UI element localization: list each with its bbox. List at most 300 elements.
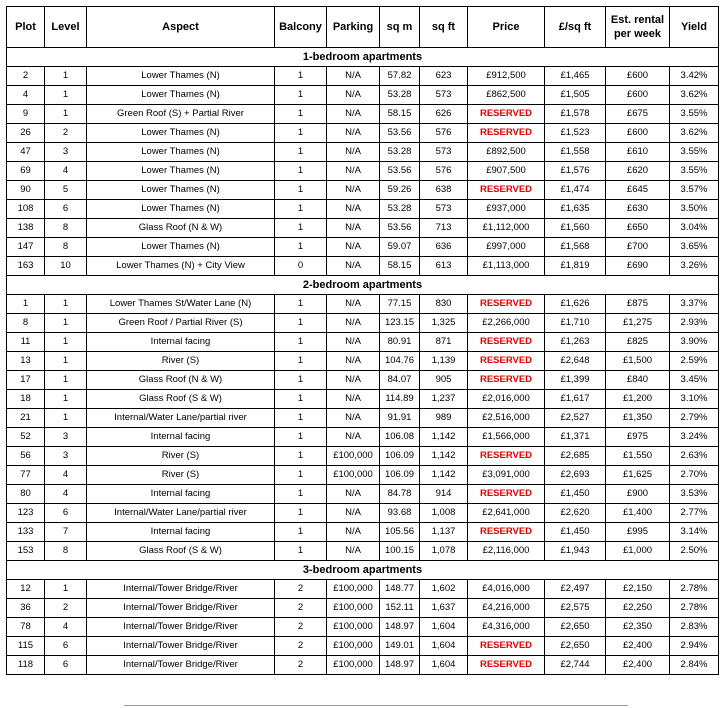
cell-price: RESERVED <box>468 333 545 352</box>
cell-price: £2,266,000 <box>468 314 545 333</box>
cell-balcony: 1 <box>275 447 327 466</box>
cell-parking: N/A <box>327 257 380 276</box>
cell-psf: £1,819 <box>545 257 606 276</box>
cell-price: RESERVED <box>468 523 545 542</box>
cell-sqm: 53.56 <box>380 219 420 238</box>
cell-plot: 4 <box>7 86 45 105</box>
cell-aspect: Glass Roof (S & W) <box>87 390 275 409</box>
cell-sqm: 53.28 <box>380 143 420 162</box>
cell-parking: N/A <box>327 181 380 200</box>
cell-level: 7 <box>45 523 87 542</box>
table-row <box>7 314 719 333</box>
cell-price: RESERVED <box>468 637 545 656</box>
cell-price: £2,016,000 <box>468 390 545 409</box>
cell-aspect: Lower Thames (N) <box>87 181 275 200</box>
cell-plot: 90 <box>7 181 45 200</box>
cell-level: 4 <box>45 466 87 485</box>
table-row <box>7 542 719 561</box>
cell-plot: 115 <box>7 637 45 656</box>
cell-balcony: 1 <box>275 485 327 504</box>
cell-plot: 2 <box>7 67 45 86</box>
cell-yield: 3.10% <box>670 390 719 409</box>
col-header-parking: Parking <box>327 7 380 48</box>
cell-sqm: 106.08 <box>380 428 420 447</box>
cell-aspect: Glass Roof (S & W) <box>87 542 275 561</box>
cell-aspect: Internal/Tower Bridge/River <box>87 656 275 675</box>
cell-plot: 17 <box>7 371 45 390</box>
cell-rental: £825 <box>606 333 670 352</box>
cell-psf: £1,399 <box>545 371 606 390</box>
table-body <box>7 48 719 675</box>
cell-sqm: 53.28 <box>380 86 420 105</box>
cell-rental: £700 <box>606 238 670 257</box>
cell-yield: 2.84% <box>670 656 719 675</box>
cell-rental: £2,400 <box>606 637 670 656</box>
cell-plot: 21 <box>7 409 45 428</box>
cell-sqm: 152.11 <box>380 599 420 618</box>
cell-sqm: 148.97 <box>380 618 420 637</box>
cell-aspect: Internal/Water Lane/partial river <box>87 409 275 428</box>
cell-level: 1 <box>45 352 87 371</box>
cell-parking: N/A <box>327 238 380 257</box>
cell-parking: £100,000 <box>327 580 380 599</box>
cell-plot: 138 <box>7 219 45 238</box>
cell-plot: 118 <box>7 656 45 675</box>
cell-parking: £100,000 <box>327 447 380 466</box>
cell-sqm: 80.91 <box>380 333 420 352</box>
cell-sqft: 613 <box>420 257 468 276</box>
cell-psf: £2,648 <box>545 352 606 371</box>
table-row <box>7 409 719 428</box>
cell-rental: £840 <box>606 371 670 390</box>
cell-psf: £2,620 <box>545 504 606 523</box>
cell-sqft: 576 <box>420 162 468 181</box>
cell-price: RESERVED <box>468 352 545 371</box>
cell-level: 1 <box>45 105 87 124</box>
col-header-sqm: sq m <box>380 7 420 48</box>
cell-parking: £100,000 <box>327 656 380 675</box>
cell-sqft: 1,604 <box>420 618 468 637</box>
cell-balcony: 2 <box>275 656 327 675</box>
cell-psf: £1,450 <box>545 485 606 504</box>
cell-balcony: 0 <box>275 257 327 276</box>
cell-psf: £1,576 <box>545 162 606 181</box>
section-title: 1-bedroom apartments <box>7 48 719 67</box>
col-header-plot: Plot <box>7 7 45 48</box>
cell-balcony: 2 <box>275 599 327 618</box>
cell-rental: £995 <box>606 523 670 542</box>
cell-sqft: 638 <box>420 181 468 200</box>
table-row <box>7 485 719 504</box>
cell-yield: 3.04% <box>670 219 719 238</box>
cell-balcony: 1 <box>275 238 327 257</box>
cell-level: 6 <box>45 656 87 675</box>
cell-rental: £1,400 <box>606 504 670 523</box>
table-row <box>7 105 719 124</box>
cell-rental: £620 <box>606 162 670 181</box>
section-header-row <box>7 561 719 580</box>
cell-plot: 77 <box>7 466 45 485</box>
table-row <box>7 238 719 257</box>
cell-rental: £690 <box>606 257 670 276</box>
cell-balcony: 2 <box>275 618 327 637</box>
cell-price: £912,500 <box>468 67 545 86</box>
cell-level: 1 <box>45 333 87 352</box>
cell-yield: 3.55% <box>670 105 719 124</box>
cell-parking: N/A <box>327 542 380 561</box>
cell-yield: 2.78% <box>670 599 719 618</box>
cell-parking: N/A <box>327 200 380 219</box>
cell-rental: £2,350 <box>606 618 670 637</box>
cell-yield: 2.94% <box>670 637 719 656</box>
cell-level: 6 <box>45 637 87 656</box>
cell-plot: 47 <box>7 143 45 162</box>
cell-plot: 78 <box>7 618 45 637</box>
cell-yield: 3.57% <box>670 181 719 200</box>
cell-sqm: 114.89 <box>380 390 420 409</box>
cell-plot: 153 <box>7 542 45 561</box>
cell-price: £3,091,000 <box>468 466 545 485</box>
col-header-aspect: Aspect <box>87 7 275 48</box>
cell-parking: N/A <box>327 295 380 314</box>
cell-sqm: 59.26 <box>380 181 420 200</box>
cell-parking: N/A <box>327 67 380 86</box>
cell-sqft: 573 <box>420 143 468 162</box>
cell-plot: 18 <box>7 390 45 409</box>
cell-level: 1 <box>45 67 87 86</box>
cell-rental: £1,500 <box>606 352 670 371</box>
cell-sqft: 989 <box>420 409 468 428</box>
cell-parking: N/A <box>327 390 380 409</box>
cell-level: 4 <box>45 485 87 504</box>
cell-sqm: 77.15 <box>380 295 420 314</box>
cell-balcony: 1 <box>275 124 327 143</box>
cell-balcony: 1 <box>275 409 327 428</box>
cell-level: 1 <box>45 409 87 428</box>
cell-yield: 3.42% <box>670 67 719 86</box>
cell-aspect: Lower Thames St/Water Lane (N) <box>87 295 275 314</box>
cell-psf: £2,650 <box>545 637 606 656</box>
cell-sqft: 905 <box>420 371 468 390</box>
cell-sqm: 53.56 <box>380 162 420 181</box>
cell-rental: £1,200 <box>606 390 670 409</box>
cell-aspect: Lower Thames (N) <box>87 143 275 162</box>
cell-sqft: 914 <box>420 485 468 504</box>
cell-sqft: 1,078 <box>420 542 468 561</box>
cell-yield: 3.55% <box>670 143 719 162</box>
table-row <box>7 656 719 675</box>
cell-level: 1 <box>45 86 87 105</box>
cell-aspect: River (S) <box>87 352 275 371</box>
cell-yield: 3.55% <box>670 162 719 181</box>
cell-yield: 3.24% <box>670 428 719 447</box>
cell-psf: £1,523 <box>545 124 606 143</box>
table-row <box>7 352 719 371</box>
cell-aspect: Internal/Tower Bridge/River <box>87 618 275 637</box>
section-header-row <box>7 276 719 295</box>
cell-balcony: 1 <box>275 200 327 219</box>
table-row <box>7 181 719 200</box>
cell-balcony: 1 <box>275 295 327 314</box>
cell-yield: 2.83% <box>670 618 719 637</box>
cell-level: 10 <box>45 257 87 276</box>
cell-sqm: 149.01 <box>380 637 420 656</box>
cell-aspect: River (S) <box>87 466 275 485</box>
cell-aspect: Green Roof / Partial River (S) <box>87 314 275 333</box>
cell-rental: £1,350 <box>606 409 670 428</box>
cell-aspect: Lower Thames (N) <box>87 86 275 105</box>
cell-plot: 147 <box>7 238 45 257</box>
cell-sqft: 1,604 <box>420 637 468 656</box>
table-row <box>7 390 719 409</box>
col-header-yield: Yield <box>670 7 719 48</box>
cell-psf: £2,497 <box>545 580 606 599</box>
cell-parking: N/A <box>327 86 380 105</box>
header-row <box>7 7 719 48</box>
cell-aspect: Internal facing <box>87 485 275 504</box>
section-title: 2-bedroom apartments <box>7 276 719 295</box>
cell-balcony: 1 <box>275 466 327 485</box>
cell-psf: £2,744 <box>545 656 606 675</box>
cell-plot: 80 <box>7 485 45 504</box>
cell-price: £1,113,000 <box>468 257 545 276</box>
cell-sqft: 1,142 <box>420 466 468 485</box>
cell-price: RESERVED <box>468 485 545 504</box>
cell-rental: £2,400 <box>606 656 670 675</box>
cell-level: 6 <box>45 504 87 523</box>
cell-parking: N/A <box>327 409 380 428</box>
cell-plot: 8 <box>7 314 45 333</box>
cell-parking: N/A <box>327 143 380 162</box>
table-row <box>7 504 719 523</box>
cell-price: RESERVED <box>468 295 545 314</box>
cell-price: £862,500 <box>468 86 545 105</box>
cell-sqm: 106.09 <box>380 466 420 485</box>
cell-price: RESERVED <box>468 371 545 390</box>
cell-rental: £645 <box>606 181 670 200</box>
cell-sqft: 1,142 <box>420 428 468 447</box>
cell-sqm: 58.15 <box>380 257 420 276</box>
cell-balcony: 1 <box>275 504 327 523</box>
cell-psf: £1,617 <box>545 390 606 409</box>
cell-psf: £2,527 <box>545 409 606 428</box>
cell-sqft: 1,008 <box>420 504 468 523</box>
cell-psf: £1,558 <box>545 143 606 162</box>
cell-sqm: 84.78 <box>380 485 420 504</box>
cell-psf: £2,575 <box>545 599 606 618</box>
cell-rental: £630 <box>606 200 670 219</box>
cell-yield: 2.79% <box>670 409 719 428</box>
table-row <box>7 124 719 143</box>
cell-aspect: Internal/Tower Bridge/River <box>87 580 275 599</box>
cell-parking: N/A <box>327 333 380 352</box>
cell-balcony: 1 <box>275 314 327 333</box>
cell-parking: N/A <box>327 371 380 390</box>
cell-price: RESERVED <box>468 656 545 675</box>
cell-yield: 3.37% <box>670 295 719 314</box>
cell-price: £1,566,000 <box>468 428 545 447</box>
cell-parking: £100,000 <box>327 599 380 618</box>
cell-rental: £1,625 <box>606 466 670 485</box>
cell-price: £892,500 <box>468 143 545 162</box>
cell-sqft: 1,137 <box>420 523 468 542</box>
cell-sqm: 59.07 <box>380 238 420 257</box>
cell-parking: £100,000 <box>327 637 380 656</box>
cell-parking: £100,000 <box>327 466 380 485</box>
table-row <box>7 428 719 447</box>
cell-price: RESERVED <box>468 124 545 143</box>
cell-sqft: 1,637 <box>420 599 468 618</box>
cell-yield: 3.50% <box>670 200 719 219</box>
cell-level: 8 <box>45 219 87 238</box>
cell-level: 3 <box>45 428 87 447</box>
cell-parking: N/A <box>327 105 380 124</box>
cell-parking: N/A <box>327 428 380 447</box>
cell-yield: 3.90% <box>670 333 719 352</box>
cell-level: 4 <box>45 618 87 637</box>
cell-sqft: 1,237 <box>420 390 468 409</box>
table-row <box>7 466 719 485</box>
cell-balcony: 1 <box>275 352 327 371</box>
cell-yield: 3.53% <box>670 485 719 504</box>
cell-yield: 3.45% <box>670 371 719 390</box>
cell-parking: N/A <box>327 352 380 371</box>
cell-price: RESERVED <box>468 447 545 466</box>
cell-aspect: Lower Thames (N) <box>87 238 275 257</box>
cell-sqft: 573 <box>420 200 468 219</box>
cell-level: 4 <box>45 162 87 181</box>
cell-parking: N/A <box>327 314 380 333</box>
cell-psf: £1,578 <box>545 105 606 124</box>
cell-aspect: Internal facing <box>87 333 275 352</box>
table-row <box>7 447 719 466</box>
cell-level: 1 <box>45 390 87 409</box>
cell-aspect: Glass Roof (N & W) <box>87 371 275 390</box>
cell-sqft: 1,142 <box>420 447 468 466</box>
cell-sqft: 1,139 <box>420 352 468 371</box>
cell-rental: £600 <box>606 124 670 143</box>
cell-balcony: 2 <box>275 637 327 656</box>
cell-parking: N/A <box>327 485 380 504</box>
cell-rental: £1,000 <box>606 542 670 561</box>
cell-yield: 2.77% <box>670 504 719 523</box>
cell-plot: 26 <box>7 124 45 143</box>
cell-yield: 3.62% <box>670 124 719 143</box>
cell-aspect: Lower Thames (N) + City View <box>87 257 275 276</box>
cell-level: 3 <box>45 447 87 466</box>
cell-price: £2,116,000 <box>468 542 545 561</box>
cell-level: 3 <box>45 143 87 162</box>
cell-price: £907,500 <box>468 162 545 181</box>
cell-yield: 3.65% <box>670 238 719 257</box>
cell-balcony: 1 <box>275 105 327 124</box>
cell-balcony: 1 <box>275 143 327 162</box>
cell-aspect: Lower Thames (N) <box>87 124 275 143</box>
cell-level: 1 <box>45 580 87 599</box>
cell-yield: 2.50% <box>670 542 719 561</box>
table-row <box>7 580 719 599</box>
cell-level: 2 <box>45 599 87 618</box>
cell-plot: 108 <box>7 200 45 219</box>
cell-sqm: 84.07 <box>380 371 420 390</box>
cell-plot: 133 <box>7 523 45 542</box>
table-row <box>7 371 719 390</box>
cell-price: £4,216,000 <box>468 599 545 618</box>
cell-parking: N/A <box>327 504 380 523</box>
cell-plot: 56 <box>7 447 45 466</box>
cell-balcony: 1 <box>275 67 327 86</box>
col-header-psf: £/sq ft <box>545 7 606 48</box>
cell-psf: £1,568 <box>545 238 606 257</box>
cell-sqm: 148.77 <box>380 580 420 599</box>
cell-aspect: Lower Thames (N) <box>87 162 275 181</box>
cell-rental: £2,250 <box>606 599 670 618</box>
cell-parking: N/A <box>327 124 380 143</box>
cell-level: 5 <box>45 181 87 200</box>
cell-plot: 36 <box>7 599 45 618</box>
cell-rental: £610 <box>606 143 670 162</box>
cell-balcony: 1 <box>275 371 327 390</box>
cell-rental: £900 <box>606 485 670 504</box>
cell-plot: 13 <box>7 352 45 371</box>
cell-balcony: 1 <box>275 219 327 238</box>
table-row <box>7 295 719 314</box>
table-row <box>7 143 719 162</box>
col-header-level: Level <box>45 7 87 48</box>
cell-plot: 123 <box>7 504 45 523</box>
cell-price: £2,641,000 <box>468 504 545 523</box>
section-title: 3-bedroom apartments <box>7 561 719 580</box>
cell-plot: 9 <box>7 105 45 124</box>
cell-level: 1 <box>45 314 87 333</box>
cell-price: £937,000 <box>468 200 545 219</box>
cell-rental: £675 <box>606 105 670 124</box>
cell-balcony: 1 <box>275 523 327 542</box>
cell-aspect: Green Roof (S) + Partial River <box>87 105 275 124</box>
col-header-balcony: Balcony <box>275 7 327 48</box>
cell-balcony: 1 <box>275 86 327 105</box>
cell-rental: £975 <box>606 428 670 447</box>
col-header-rental: Est. rental per week <box>606 7 670 48</box>
cell-psf: £1,505 <box>545 86 606 105</box>
cell-sqft: 871 <box>420 333 468 352</box>
cell-level: 6 <box>45 200 87 219</box>
cell-balcony: 1 <box>275 428 327 447</box>
cell-rental: £650 <box>606 219 670 238</box>
cell-balcony: 1 <box>275 542 327 561</box>
cell-aspect: Internal facing <box>87 428 275 447</box>
cell-level: 8 <box>45 238 87 257</box>
cell-price: £4,016,000 <box>468 580 545 599</box>
cell-yield: 3.62% <box>670 86 719 105</box>
cell-plot: 163 <box>7 257 45 276</box>
cell-plot: 52 <box>7 428 45 447</box>
cell-aspect: Internal/Tower Bridge/River <box>87 599 275 618</box>
cell-sqm: 105.56 <box>380 523 420 542</box>
cell-yield: 3.26% <box>670 257 719 276</box>
cell-sqm: 123.15 <box>380 314 420 333</box>
cell-sqft: 573 <box>420 86 468 105</box>
col-header-price: Price <box>468 7 545 48</box>
cell-yield: 2.70% <box>670 466 719 485</box>
cell-parking: N/A <box>327 219 380 238</box>
cell-sqft: 626 <box>420 105 468 124</box>
cell-psf: £2,650 <box>545 618 606 637</box>
cell-price: £997,000 <box>468 238 545 257</box>
cell-psf: £1,450 <box>545 523 606 542</box>
cell-rental: £1,275 <box>606 314 670 333</box>
table-row <box>7 523 719 542</box>
